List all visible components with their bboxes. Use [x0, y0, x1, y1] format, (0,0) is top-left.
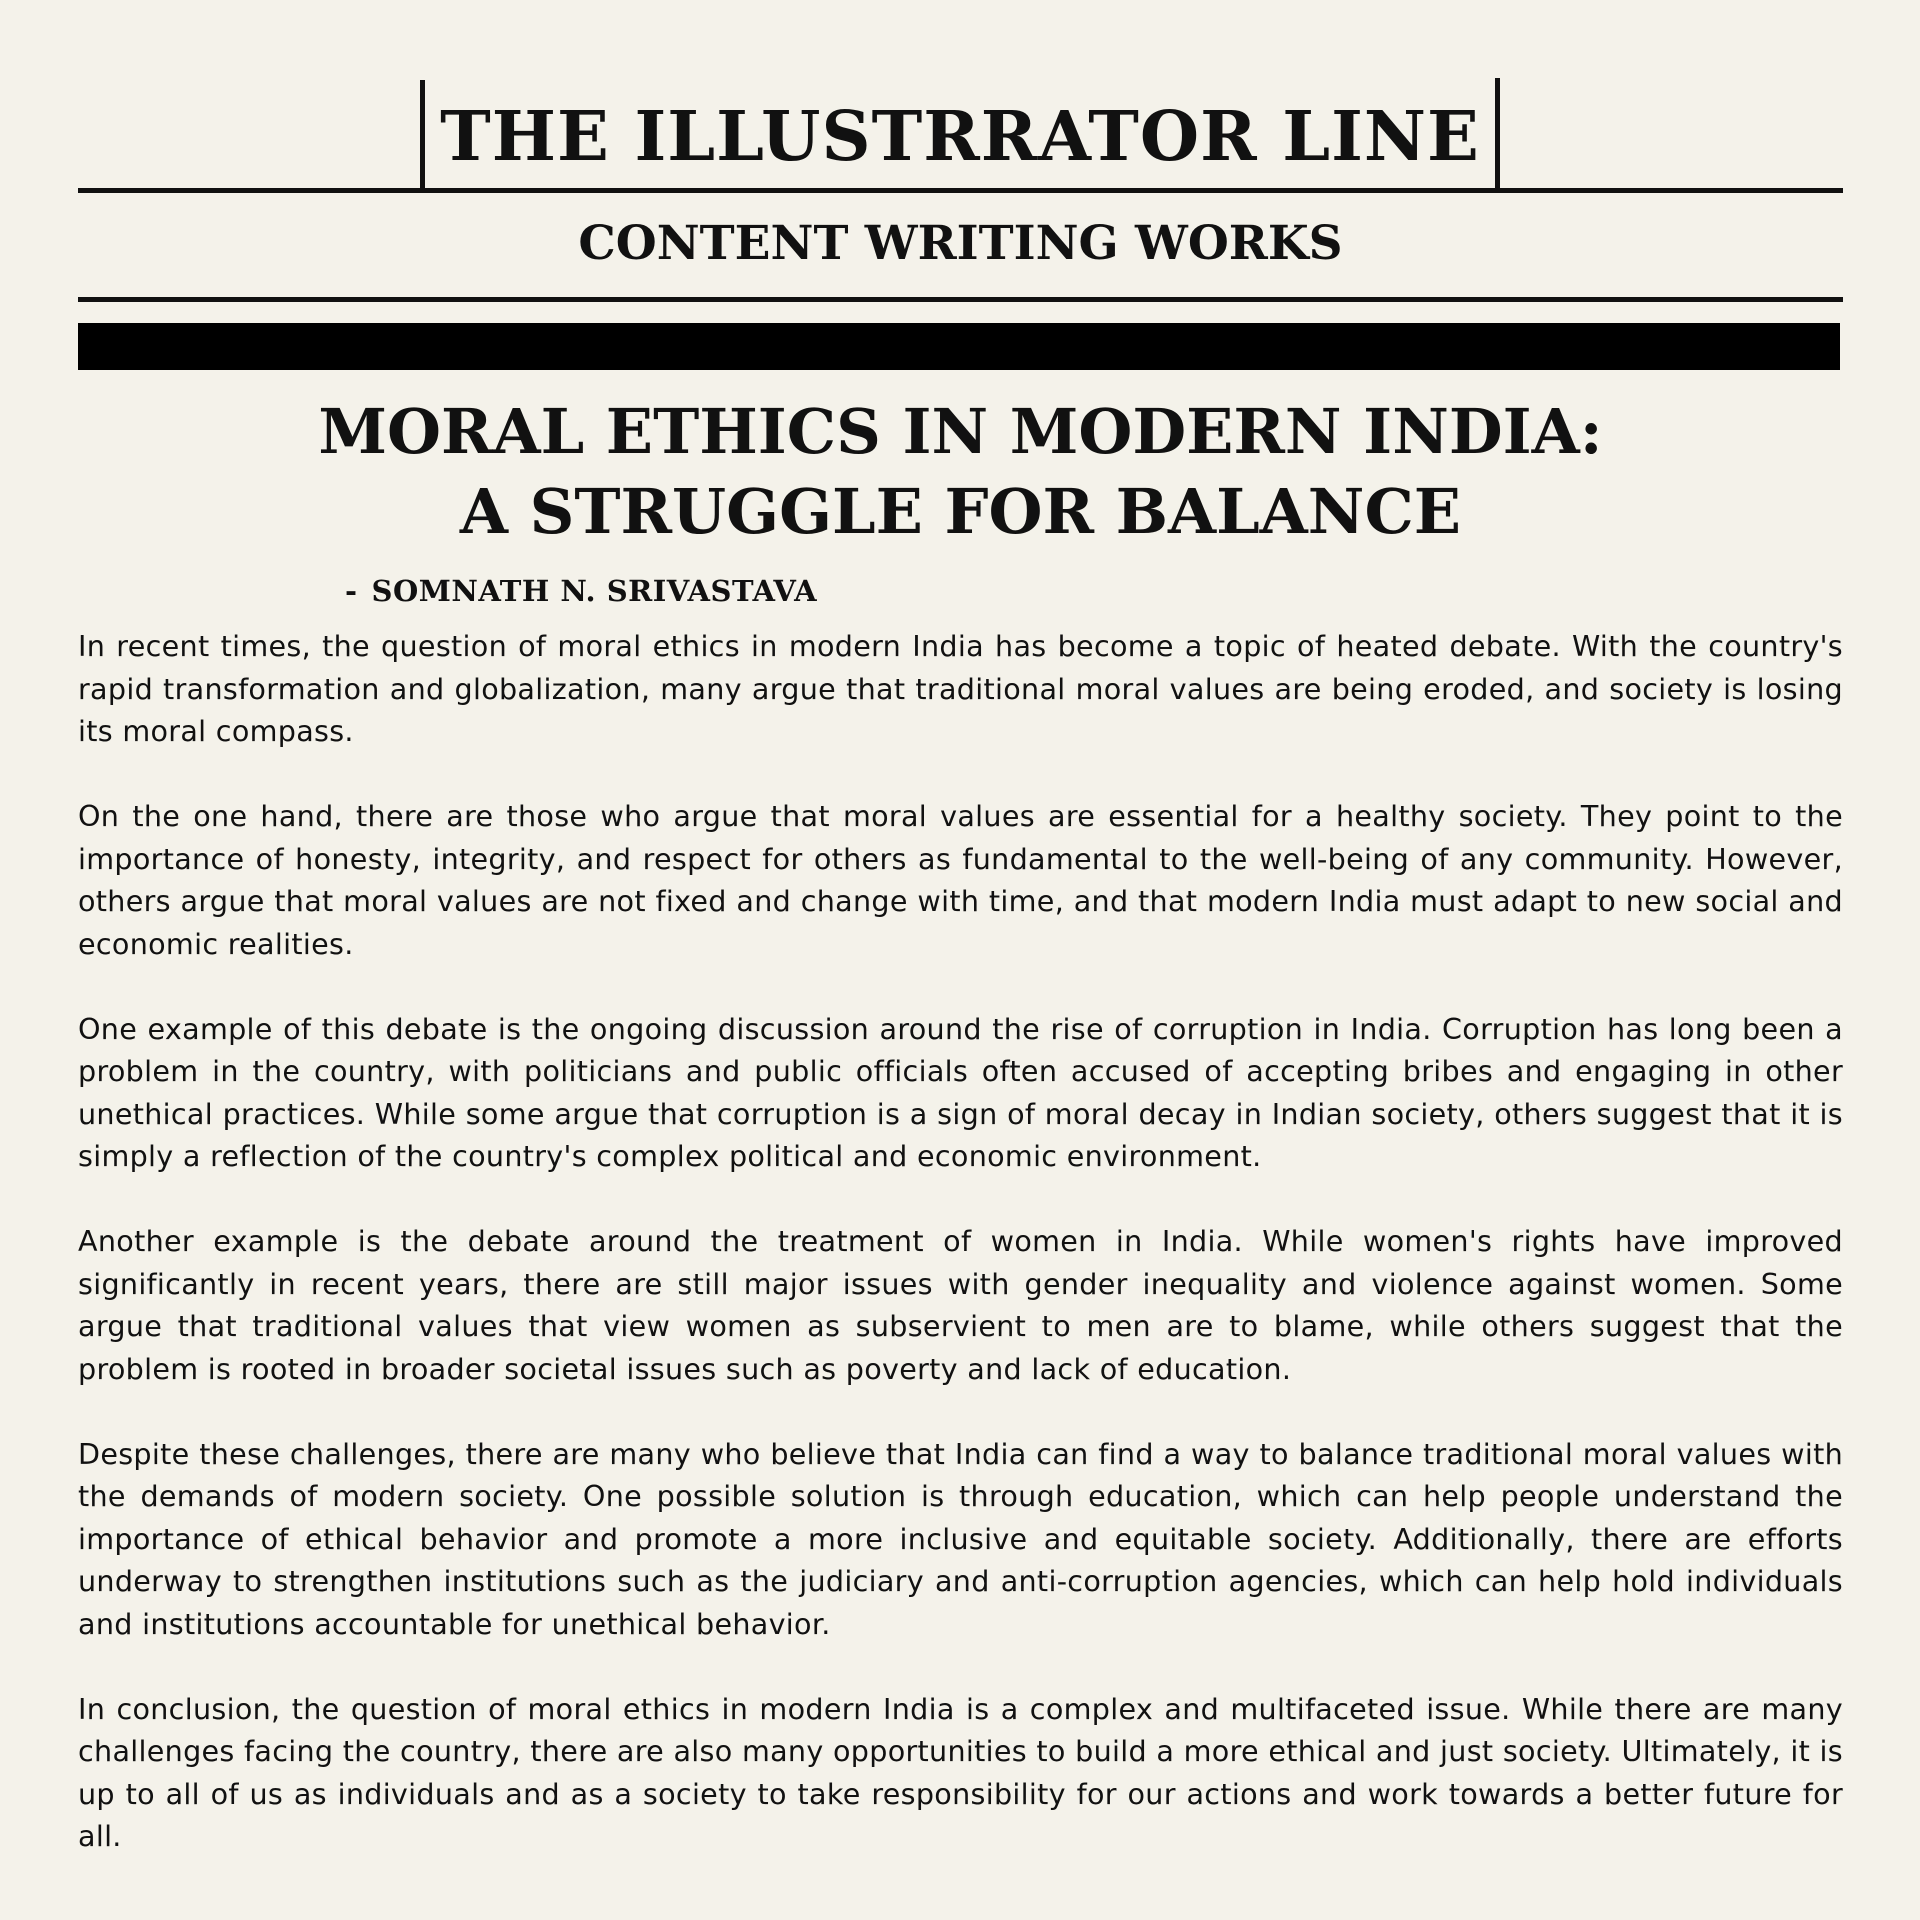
article-body	[78, 625, 1843, 1900]
article-headline	[78, 392, 1843, 552]
masthead-right-bar	[1495, 78, 1500, 190]
section-divider	[78, 297, 1843, 302]
masthead	[0, 0, 1920, 380]
top-divider	[78, 188, 1843, 193]
headline-line-1: MORAL ETHICS IN MODERN INDIA:	[318, 395, 1603, 468]
decorative-black-band	[78, 323, 1840, 370]
article-paragraph: Despite these challenges, there are many who believe that India can find a way to balance traditional moral values with the demands of modern society. One possible solution is through education, which can help people understand the importance of ethical behavior and promote a more inclusive and equitable society. Additionally, there are efforts underway to strengthen institutions such as the judiciary and anti-corruption agencies, which can help hold individuals and institutions accountable for unethical behavior.	[78, 1436, 1843, 1641]
article-paragraph: One example of this debate is the ongoing discussion around the rise of corruption in India. Corruption has long been a problem in the country, with politicians and public officials often accused of accepting bribes and engaging in other unethical practices. While some argue that corruption is a sign of moral decay in Indian society, others suggest that it is simply a reflection of the country's complex political and economic environment.	[78, 1011, 1843, 1173]
article-paragraph: In conclusion, the question of moral ethics in modern India is a complex and multifaceted issue. While there are many challenges facing the country, there are also many opportunities to build a more ethical and just society. Ultimately, it is up to all of us as individuals and as a society to take responsibility for our actions and work towards a better future for all.	[78, 1691, 1843, 1853]
article-paragraph: In recent times, the question of moral ethics in modern India has become a topic of heated debate. With the country's rapid transformation and globalization, many argue that traditional moral values are being eroded, and society is losing its moral compass.	[78, 629, 1843, 748]
headline-line-2: A STRUGGLE FOR BALANCE	[459, 475, 1462, 548]
byline	[345, 566, 817, 616]
section-title: CONTENT WRITING WORKS	[578, 216, 1343, 271]
article-paragraph: Another example is the debate around the treatment of women in India. While women's rights have improved significantly in recent years, there are still major issues with gender inequality and violence against women. Some argue that traditional values that view women as subservient to men are to blame, while others suggest that the problem is rooted in broader societal issues such as poverty and lack of education.	[78, 1224, 1843, 1386]
article-paragraph: On the one hand, there are those who argue that moral values are essential for a healthy society. They point to the importance of honesty, integrity, and respect for others as fundamental to the well-being of any community. However, others argue that moral values are not fixed and change with time, and that modern India must adapt to new social and economic realities.	[78, 799, 1843, 961]
byline-dash: -	[345, 574, 358, 608]
publication-title: THE ILLUSTRRATOR LINE	[440, 97, 1480, 177]
author-name: SOMNATH N. SRIVASTAVA	[371, 574, 818, 608]
